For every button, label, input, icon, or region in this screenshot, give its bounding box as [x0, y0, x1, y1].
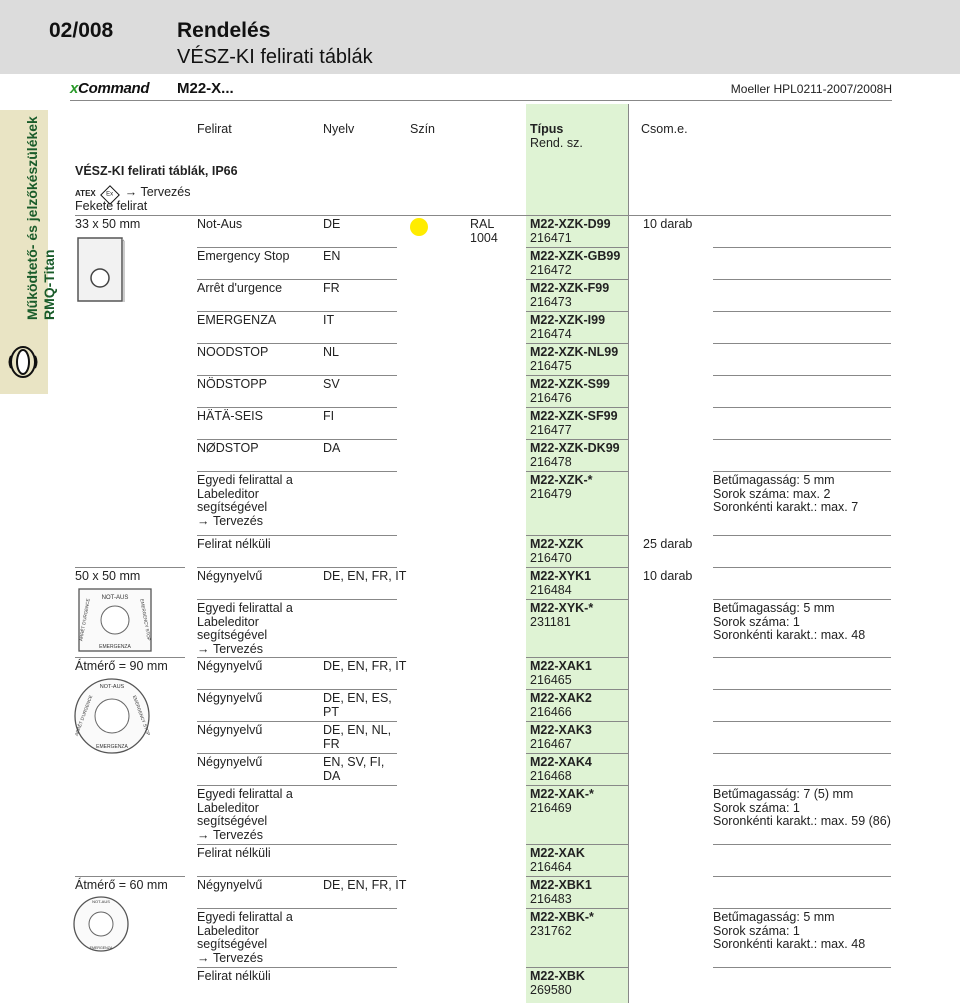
note-cell: Sorok száma: 1	[713, 923, 800, 938]
rend-cell: 269580	[530, 982, 572, 997]
rend-cell: 216475	[530, 358, 572, 373]
tipus-cell: M22-XZK	[530, 537, 584, 551]
tipus-cell: M22-XYK1	[530, 569, 592, 583]
tervezes-label: Tervezés	[212, 827, 264, 842]
rend-cell: 231762	[530, 923, 572, 938]
row-separator	[713, 599, 891, 600]
plate-text: ARRÊT D'URGENCE	[78, 598, 91, 642]
tipus-cell: M22-XZK-SF99	[530, 409, 618, 423]
size-label: Átmérő = 90 mm	[75, 659, 168, 673]
row-separator	[197, 876, 397, 877]
ral-label: RAL	[470, 217, 495, 231]
nyelv-cell: DE	[323, 217, 341, 231]
felirat-cell: Egyedi felirattal a	[197, 787, 293, 801]
nyelv-cell: DA	[323, 441, 341, 455]
selector-switch-icon	[6, 342, 40, 382]
plate-text: ARRÊT D'URGENCE	[73, 694, 94, 737]
plate-text: NOT-AUS	[92, 899, 110, 904]
note-cell: Soronkénti karakt.: max. 48	[713, 937, 866, 951]
col-csom: Csom.e.	[641, 122, 688, 136]
row-separator	[197, 599, 397, 600]
felirat-cell: segítségével	[197, 628, 268, 642]
row-separator	[197, 407, 397, 408]
row-separator	[75, 876, 185, 877]
row-separator	[526, 785, 628, 786]
felirat-cell: Not-Aus	[197, 217, 243, 231]
note-cell: Sorok száma: max. 2	[713, 486, 831, 501]
rend-cell: 216464	[530, 859, 572, 874]
tervezes-link[interactable]	[197, 952, 263, 966]
size-label: 33 x 50 mm	[75, 217, 141, 231]
note-cell: Soronkénti karakt.: max. 7	[713, 500, 859, 514]
row-separator	[526, 247, 628, 248]
note-cell: Betűmagasság: 5 mm	[713, 601, 835, 615]
nyelv-cell: FR	[323, 736, 340, 751]
felirat-cell: Egyedi felirattal a	[197, 473, 293, 487]
rend-cell: 216474	[530, 326, 572, 341]
felirat-cell: NÖDSTOPP	[197, 377, 267, 391]
row-separator	[197, 844, 397, 845]
rend-cell: 216466	[530, 704, 572, 719]
row-separator	[713, 908, 891, 909]
rend-cell: 216470	[530, 550, 572, 565]
nyelv-cell: FI	[323, 409, 335, 423]
row-separator	[526, 689, 628, 690]
col-rend: Rend. sz.	[530, 136, 583, 150]
row-separator	[713, 967, 891, 968]
tipus-cell: M22-XAK1	[530, 659, 592, 673]
rend-cell: 216467	[530, 736, 572, 751]
row-separator	[197, 785, 397, 786]
csom-cell: 10 darab	[643, 217, 693, 231]
tipus-cell: M22-XZK-GB99	[530, 249, 621, 263]
section-rule	[75, 215, 891, 216]
plate-text: NOT-AUS	[101, 595, 129, 601]
row-separator	[197, 439, 397, 440]
felirat-cell: NOODSTOP	[197, 345, 269, 359]
tervezes-link[interactable]	[197, 643, 263, 657]
tipus-cell: M22-XYK-*	[530, 601, 594, 615]
row-separator	[713, 535, 891, 536]
felirat-cell: Négynyelvű	[197, 691, 263, 705]
row-separator	[713, 439, 891, 440]
row-separator	[197, 753, 397, 754]
tipus-cell: M22-XAK-*	[530, 787, 594, 801]
row-separator	[197, 279, 397, 280]
row-separator	[197, 721, 397, 722]
arrow-icon: →	[124, 185, 138, 199]
row-separator	[526, 311, 628, 312]
felirat-cell: HÄTÄ-SEIS	[197, 409, 263, 423]
col-nyelv: Nyelv	[323, 122, 355, 136]
felirat-cell: Négynyelvű	[197, 659, 263, 673]
row-separator	[713, 567, 891, 568]
note-cell: Betűmagasság: 5 mm	[713, 473, 835, 487]
page-number: 02/008	[49, 19, 114, 42]
felirat-cell: Labeleditor	[197, 486, 259, 501]
row-separator	[197, 247, 397, 248]
note-cell: Soronkénti karakt.: max. 59 (86)	[713, 814, 891, 828]
tervezes-label: Tervezés	[212, 513, 264, 528]
felirat-cell: Emergency Stop	[197, 249, 290, 263]
row-separator	[197, 908, 397, 909]
tipus-cell: M22-XZK-S99	[530, 377, 610, 391]
row-separator	[197, 657, 397, 658]
nyelv-cell: PT	[323, 704, 339, 719]
column-divider	[628, 104, 629, 1003]
tervezes-link[interactable]	[197, 515, 263, 529]
rend-cell: 216477	[530, 422, 572, 437]
tipus-cell: M22-XZK-I99	[530, 313, 606, 327]
row-separator	[526, 753, 628, 754]
felirat-cell: Felirat nélküli	[197, 969, 271, 983]
plate-text: EMERGENCY STOP	[139, 598, 152, 642]
row-separator	[713, 375, 891, 376]
rend-cell: 216465	[530, 672, 572, 687]
page-header	[0, 0, 960, 74]
row-separator	[526, 844, 628, 845]
row-separator	[197, 375, 397, 376]
row-separator	[713, 343, 891, 344]
row-separator	[713, 844, 891, 845]
felirat-cell: Négynyelvű	[197, 755, 263, 769]
rend-cell: 216469	[530, 800, 572, 815]
nyelv-cell: DE, EN, NL,	[323, 723, 392, 737]
tipus-cell: M22-XBK1	[530, 878, 592, 892]
arrow-icon: →	[197, 827, 213, 842]
plate-text: EMERGENZA	[89, 946, 113, 950]
section-title: VÉSZ-KI felirati táblák, IP66	[75, 164, 238, 178]
nyelv-cell: DE, EN, FR, IT	[323, 659, 407, 673]
note-cell: Sorok száma: 1	[713, 800, 800, 815]
rend-cell: 216484	[530, 582, 572, 597]
tipus-cell: M22-XBK-*	[530, 910, 594, 924]
felirat-cell: Labeleditor	[197, 800, 259, 815]
page-title: Rendelés	[177, 19, 271, 42]
ral-color-swatch	[410, 218, 428, 236]
row-separator	[713, 753, 891, 754]
row-separator	[713, 657, 891, 658]
rend-cell: 216483	[530, 891, 572, 906]
tipus-cell: M22-XAK3	[530, 723, 592, 737]
col-tipus: Típus	[530, 122, 564, 136]
row-separator	[197, 471, 397, 472]
row-separator	[713, 471, 891, 472]
rend-cell: 216476	[530, 390, 572, 405]
felirat-cell: Négynyelvű	[197, 569, 263, 583]
round-plate-60-image	[70, 894, 132, 954]
nyelv-cell: DA	[323, 768, 341, 783]
row-separator	[713, 876, 891, 877]
nyelv-cell: EN, SV, FI,	[323, 755, 385, 769]
plate-text: EMERGENCY STOP	[131, 694, 151, 737]
col-felirat: Felirat	[197, 122, 232, 136]
note-cell: Sorok száma: 1	[713, 614, 800, 629]
felirat-cell: NØDSTOP	[197, 441, 259, 455]
page-subtitle: VÉSZ-KI felirati táblák	[177, 46, 373, 68]
rend-cell: 216473	[530, 294, 572, 309]
row-separator	[197, 689, 397, 690]
ral-number: 1004	[470, 231, 498, 245]
tipus-cell: M22-XZK-NL99	[530, 345, 619, 359]
nyelv-cell: SV	[323, 377, 340, 391]
row-separator	[713, 279, 891, 280]
rend-cell: 216468	[530, 768, 572, 783]
size-label: Átmérő = 60 mm	[75, 878, 168, 892]
tervezes-label: Tervezés	[212, 950, 264, 965]
row-separator	[713, 721, 891, 722]
rend-cell: 216478	[530, 454, 572, 469]
round-plate-90-image	[70, 676, 155, 756]
ex-icon: Ex	[100, 185, 120, 205]
header-rule	[70, 100, 892, 101]
row-separator	[526, 279, 628, 280]
felirat-cell: Négynyelvű	[197, 723, 263, 737]
nyelv-cell: IT	[323, 313, 335, 327]
nyelv-cell: FR	[323, 281, 340, 295]
square-plate-image	[76, 586, 156, 656]
row-separator	[526, 567, 628, 568]
felirat-cell: Felirat nélküli	[197, 846, 271, 860]
csom-cell: 10 darab	[643, 569, 693, 583]
row-separator	[526, 375, 628, 376]
rend-cell: 231181	[530, 614, 571, 629]
section-note: Fekete felirat	[75, 199, 148, 213]
tervezes-link[interactable]	[197, 829, 263, 843]
rend-cell: 216479	[530, 486, 572, 501]
tipus-cell: M22-XAK2	[530, 691, 592, 705]
rect-plate-image	[76, 236, 126, 304]
felirat-cell: segítségével	[197, 500, 268, 514]
arrow-icon: →	[197, 950, 213, 965]
row-separator	[713, 311, 891, 312]
col-szin: Szín	[410, 122, 436, 136]
row-separator	[713, 785, 891, 786]
row-separator	[713, 407, 891, 408]
note-cell: Betűmagasság: 7 (5) mm	[713, 787, 854, 801]
row-separator	[526, 439, 628, 440]
felirat-cell: segítségével	[197, 937, 268, 951]
felirat-cell: EMERGENZA	[197, 313, 277, 327]
sidebar-label: Működtető- és jelzőkészülékek RMQ-Titan	[24, 116, 57, 320]
tipus-cell: M22-XZK-D99	[530, 217, 611, 231]
row-separator	[526, 535, 628, 536]
felirat-cell: Felirat nélküli	[197, 537, 271, 551]
plate-text: EMERGENZA	[96, 744, 128, 750]
plate-text: NOT-AUS	[99, 684, 125, 690]
xcommand-logo: xCommand	[70, 80, 150, 97]
row-separator	[197, 567, 397, 568]
row-separator	[75, 567, 185, 568]
rend-cell: 216472	[530, 262, 572, 277]
nyelv-cell: NL	[323, 345, 339, 359]
felirat-cell: Egyedi felirattal a	[197, 910, 293, 924]
nyelv-cell: DE, EN, FR, IT	[323, 878, 407, 892]
atex-logo: ATEX	[75, 189, 96, 198]
series-label: M22-X...	[177, 80, 234, 97]
row-separator	[526, 599, 628, 600]
row-separator	[197, 311, 397, 312]
row-separator	[526, 407, 628, 408]
arrow-icon: →	[197, 513, 213, 528]
felirat-cell: Négynyelvű	[197, 878, 263, 892]
row-separator	[713, 247, 891, 248]
note-cell: Betűmagasság: 5 mm	[713, 910, 835, 924]
tipus-cell: M22-XBK	[530, 969, 585, 983]
tipus-cell: M22-XZK-F99	[530, 281, 610, 295]
row-separator	[713, 689, 891, 690]
plate-text: EMERGENZA	[99, 644, 131, 650]
nyelv-cell: DE, EN, FR, IT	[323, 569, 407, 583]
arrow-icon: →	[197, 641, 213, 656]
nyelv-cell: EN	[323, 249, 341, 263]
sidebar-tab	[0, 110, 57, 394]
felirat-cell: segítségével	[197, 814, 268, 828]
felirat-cell: Egyedi felirattal a	[197, 601, 293, 615]
row-separator	[526, 471, 628, 472]
felirat-cell: Labeleditor	[197, 923, 259, 938]
row-separator	[526, 876, 628, 877]
row-separator	[75, 657, 185, 658]
row-separator	[526, 721, 628, 722]
csom-cell: 25 darab	[643, 537, 693, 551]
row-separator	[526, 657, 628, 658]
note-cell: Soronkénti karakt.: max. 48	[713, 628, 866, 642]
row-separator	[526, 908, 628, 909]
nyelv-cell: DE, EN, ES,	[323, 691, 392, 705]
tipus-cell: M22-XZK-DK99	[530, 441, 620, 455]
row-separator	[197, 535, 397, 536]
tipus-cell: M22-XAK	[530, 846, 585, 860]
tipus-cell: M22-XAK4	[530, 755, 592, 769]
felirat-cell: Labeleditor	[197, 614, 259, 629]
rend-cell: 216471	[530, 230, 572, 245]
row-separator	[197, 343, 397, 344]
row-separator	[526, 343, 628, 344]
tipus-cell: M22-XZK-*	[530, 473, 593, 487]
size-label: 50 x 50 mm	[75, 569, 141, 583]
row-separator	[197, 967, 397, 968]
felirat-cell: Arrêt d'urgence	[197, 281, 283, 295]
tervezes-label: Tervezés	[212, 641, 264, 656]
row-separator	[526, 967, 628, 968]
doc-reference: Moeller HPL0211-2007/2008H	[730, 82, 892, 96]
tervezes-link: Tervezés	[140, 185, 191, 199]
